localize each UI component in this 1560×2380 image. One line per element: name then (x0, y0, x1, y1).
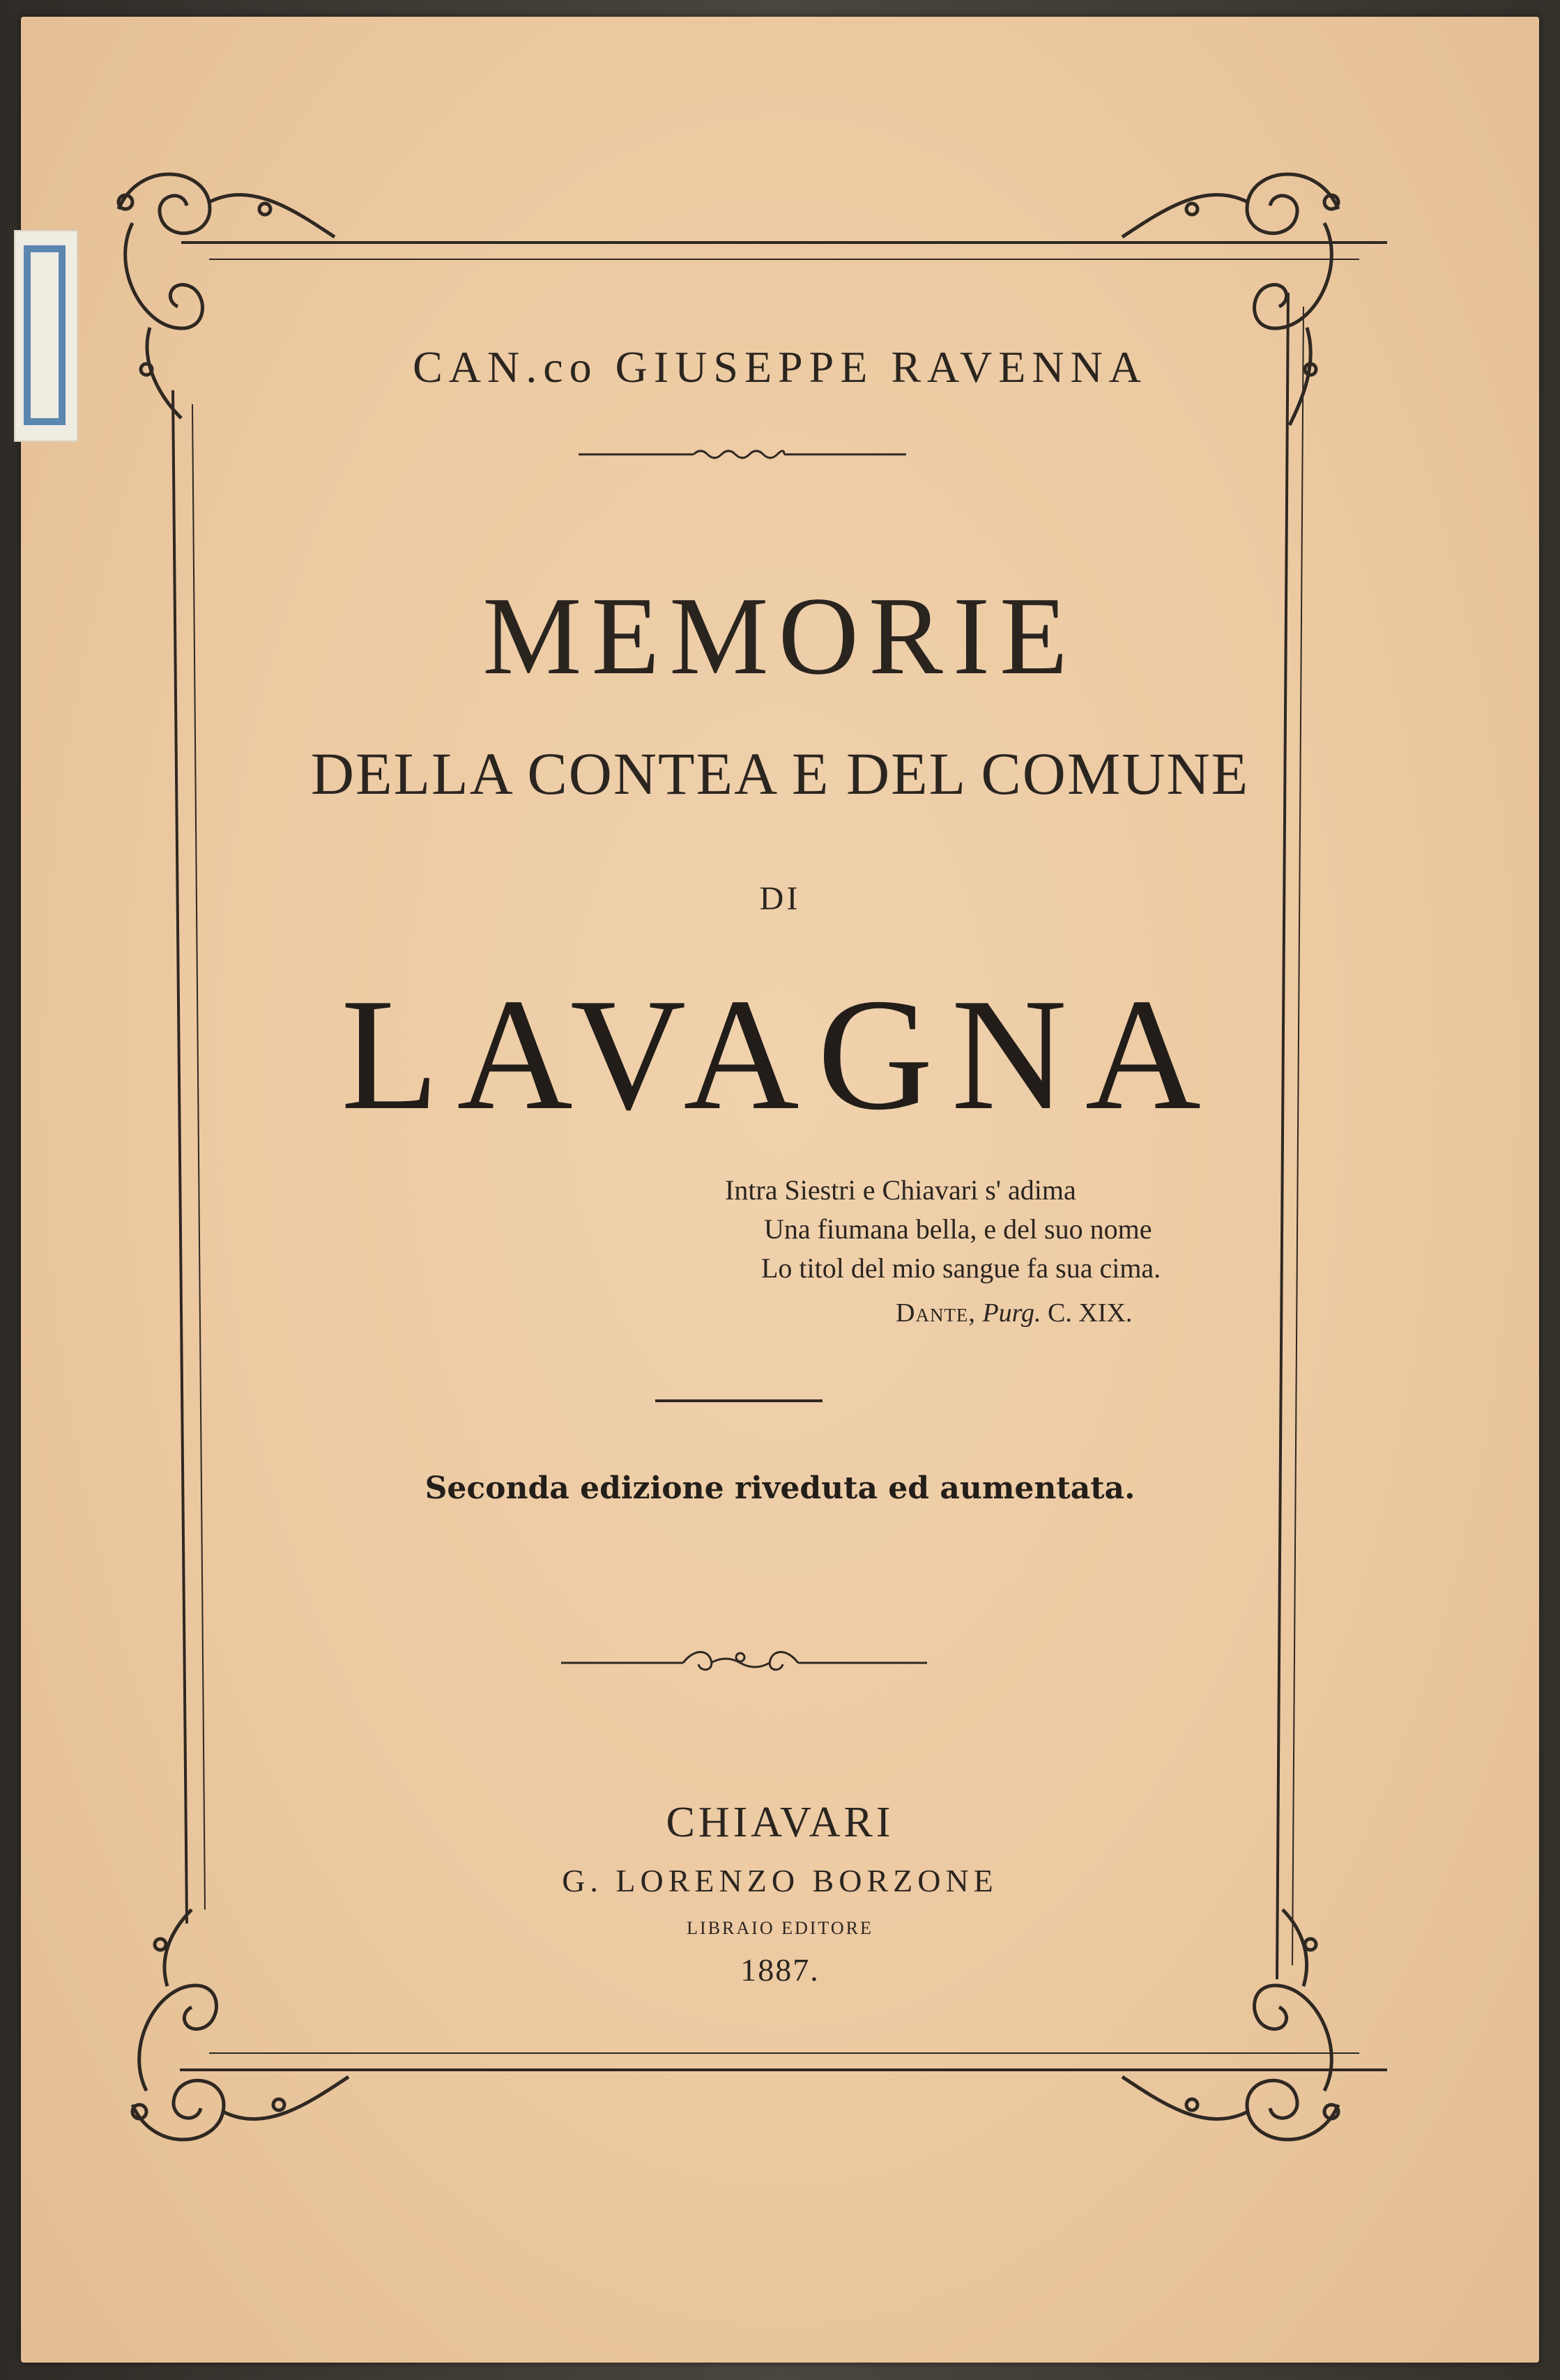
corner-ornament-bottom-right (1122, 1910, 1338, 2140)
corner-ornament-bottom-left (132, 1910, 349, 2140)
imprint-year: 1887. (740, 1952, 820, 1988)
epigraph-canto: C. XIX. (1048, 1298, 1133, 1328)
imprint-divider (561, 1652, 927, 1669)
title-connector: DI (759, 880, 801, 917)
epigraph (725, 1171, 1269, 1333)
book-title: MEMORIE (482, 574, 1078, 698)
imprint-publisher-role: LIBRAIO EDITORE (687, 1918, 873, 1938)
author-name: CAN.co GIUSEPPE RAVENNA (413, 342, 1147, 392)
edition-note: Seconda edizione riveduta ed aumentata. (425, 1471, 1135, 1506)
epigraph-work: Purg. (982, 1298, 1041, 1328)
epigraph-attribution (725, 1293, 1269, 1333)
imprint-city: CHIAVARI (666, 1799, 894, 1846)
imprint-publisher: G. LORENZO BORZONE (562, 1863, 998, 1898)
epigraph-line-2: Una fiumana bella, e del suo nome (764, 1213, 1152, 1245)
place-name: LAVAGNA (341, 965, 1219, 1143)
epigraph-line-1: Intra Siestri e Chiavari s' adima (725, 1174, 1076, 1206)
epigraph-author: Dante, (896, 1298, 976, 1328)
author-divider (579, 451, 906, 458)
epigraph-line-3: Lo titol del mio sangue fa sua cima. (761, 1252, 1161, 1284)
book-subtitle: DELLA CONTEA E DEL COMUNE (310, 740, 1250, 807)
